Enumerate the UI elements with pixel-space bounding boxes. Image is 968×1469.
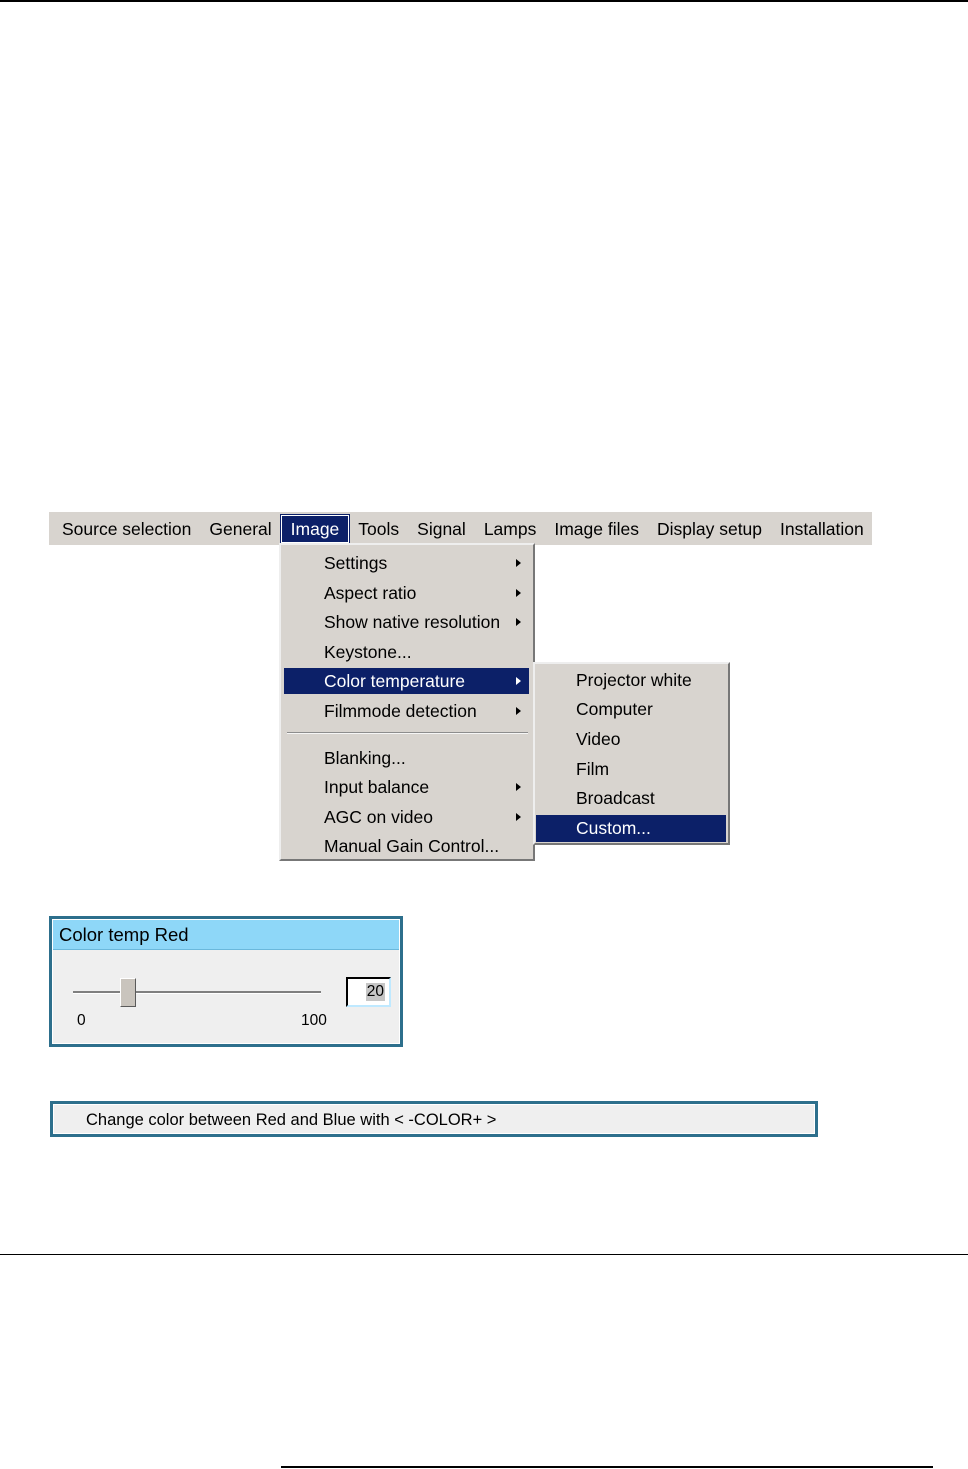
submenu-item-label: Computer (576, 699, 653, 719)
submenu-item-label: Broadcast (576, 788, 655, 808)
submenu-item-label: Projector white (576, 670, 692, 690)
menu-lamps[interactable]: Lamps (483, 518, 537, 539)
menu-item-label: Color temperature (324, 671, 466, 691)
menu-item-label: Manual Gain Control... (324, 836, 500, 856)
status-bar (50, 1101, 818, 1137)
image-dropdown-menu (279, 543, 535, 861)
submenu-arrow-icon (516, 559, 521, 567)
submenu-arrow-icon (516, 783, 521, 791)
color-temp-red-dialog (49, 916, 403, 1047)
menu-item-filmmode-detection[interactable] (284, 698, 529, 724)
slider-track[interactable] (73, 991, 321, 994)
submenu-item-custom[interactable] (536, 815, 726, 842)
slider-min-label: 0 (77, 1012, 86, 1029)
menu-item-label: Show native resolution (324, 612, 501, 632)
submenu-arrow-icon (516, 589, 521, 597)
menu-general[interactable]: General (209, 518, 272, 539)
menu-image-files[interactable]: Image files (554, 518, 639, 539)
menu-item-label: Keystone... (324, 642, 412, 662)
slider-thumb[interactable] (120, 978, 136, 1007)
menu-display-setup[interactable]: Display setup (656, 518, 763, 539)
top-rule (0, 0, 968, 2)
submenu-item-label: Custom... (576, 818, 651, 838)
menu-item-input-balance[interactable] (284, 774, 529, 800)
menu-item-label: AGC on video (324, 807, 433, 827)
menu-item-aspect-ratio[interactable] (284, 580, 529, 606)
menu-tools[interactable]: Tools (358, 518, 400, 539)
submenu-item-label: Film (576, 759, 610, 779)
submenu-item-film[interactable] (536, 756, 726, 783)
menu-item-label: Aspect ratio (324, 583, 417, 603)
submenu-item-label: Video (576, 729, 621, 749)
menu-item-settings[interactable] (284, 550, 529, 576)
menu-signal[interactable]: Signal (417, 518, 466, 539)
menu-image[interactable]: Image (281, 515, 350, 543)
menu-source-selection[interactable]: Source selection (62, 518, 192, 539)
submenu-item-projector-white[interactable] (536, 667, 726, 694)
slider-value-text: 20 (366, 983, 384, 1000)
menu-item-agc-on-video[interactable] (284, 804, 529, 830)
menu-item-manual-gain-control[interactable] (284, 833, 529, 859)
menu-item-label: Blanking... (324, 748, 406, 768)
menu-item-label: Input balance (324, 777, 430, 797)
menu-item-label: Settings (324, 553, 388, 573)
submenu-item-video[interactable] (536, 726, 726, 753)
page-divider (0, 1254, 968, 1255)
submenu-arrow-icon (516, 813, 521, 821)
slider-value-field[interactable] (346, 977, 391, 1007)
color-temperature-submenu (533, 662, 730, 845)
menu-separator (287, 732, 528, 734)
submenu-arrow-icon (516, 618, 521, 626)
menu-item-show-native-resolution[interactable] (284, 609, 529, 635)
menu-installation[interactable]: Installation (780, 518, 864, 539)
submenu-item-computer[interactable] (536, 696, 726, 723)
slider-max-label: 100 (301, 1012, 327, 1029)
menu-item-label: Filmmode detection (324, 701, 477, 721)
menu-item-blanking[interactable] (284, 745, 529, 771)
menu-item-keystone[interactable] (284, 639, 529, 665)
menu-bar (49, 512, 872, 545)
submenu-arrow-icon (516, 677, 521, 685)
submenu-arrow-icon (516, 707, 521, 715)
dialog-title: Color temp Red (53, 920, 399, 950)
status-text: Change color between Red and Blue with < -COLOR+ > (86, 1111, 497, 1129)
footer-rule (281, 1466, 933, 1468)
submenu-item-broadcast[interactable] (536, 785, 726, 812)
menu-item-color-temperature[interactable] (284, 668, 529, 694)
